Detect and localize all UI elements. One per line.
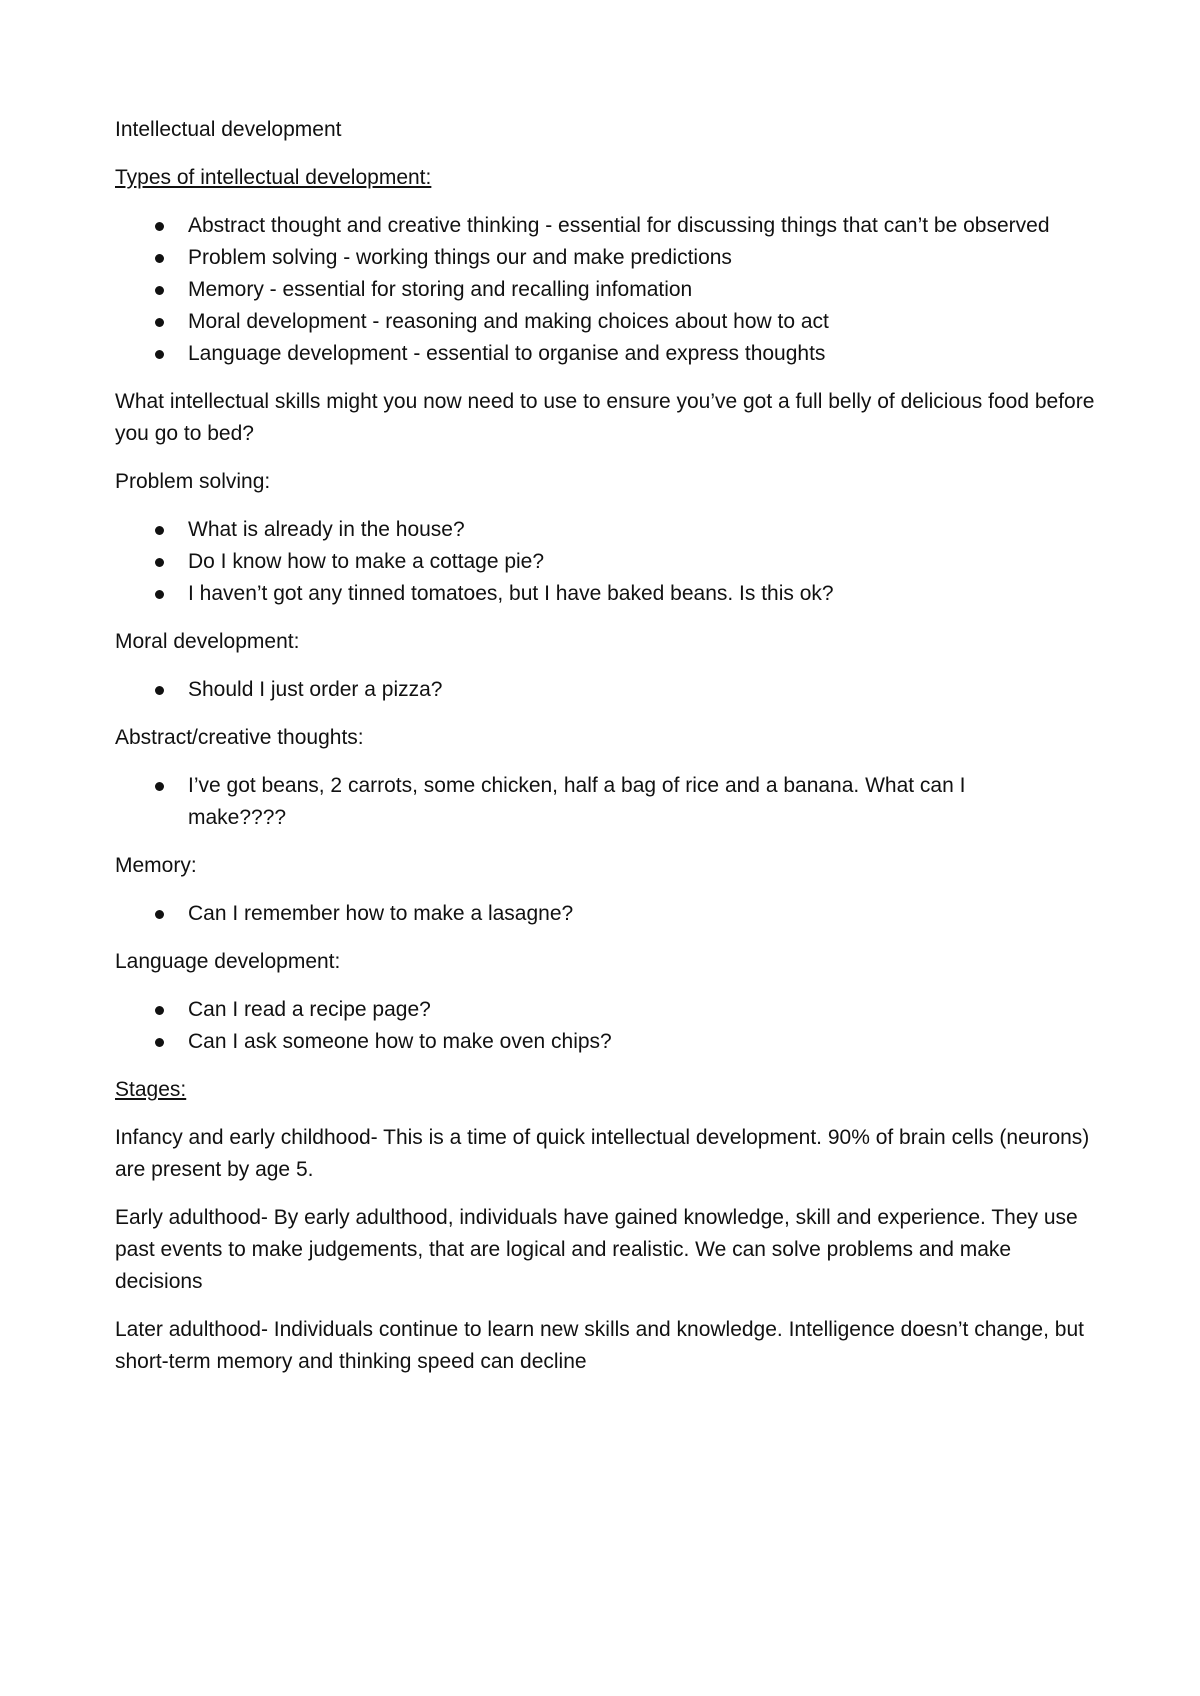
- list-item: I’ve got beans, 2 carrots, some chicken, half a bag of rice and a banana. What can I make????: [115, 770, 1095, 834]
- moral-list: [115, 674, 1095, 706]
- list-item: Should I just order a pizza?: [115, 674, 1095, 706]
- problem-solving-list: [115, 514, 1095, 610]
- list-item: Problem solving - working things our and make predictions: [115, 242, 1095, 274]
- document-body: [115, 114, 1095, 1394]
- list-item: Can I remember how to make a lasagne?: [115, 898, 1095, 930]
- bullet-icon: [155, 782, 164, 791]
- bullet-icon: [155, 286, 164, 295]
- bullet-icon: [155, 558, 164, 567]
- bullet-icon: [155, 526, 164, 535]
- stage-infancy-paragraph: Infancy and early childhood- This is a time of quick intellectual development. 90% of brain cells (neurons) are present by age 5.: [115, 1126, 1090, 1181]
- list-item: Abstract thought and creative thinking - essential for discussing things that can’t be observed: [115, 210, 1095, 242]
- memory-list: [115, 898, 1095, 930]
- bullet-icon: [155, 254, 164, 263]
- list-item: Can I read a recipe page?: [115, 994, 1095, 1026]
- list-item: Do I know how to make a cottage pie?: [115, 546, 1095, 578]
- types-list: [115, 210, 1095, 370]
- list-item: Language development - essential to organise and express thoughts: [115, 338, 1095, 370]
- list-item: I haven’t got any tinned tomatoes, but I have baked beans. Is this ok?: [115, 578, 1095, 610]
- language-heading: Language development:: [115, 950, 341, 973]
- problem-solving-heading: Problem solving:: [115, 470, 271, 493]
- stage-later-adulthood-paragraph: Later adulthood- Individuals continue to learn new skills and knowledge. Intelligence doesn’t change, but short-term memory and thinking speed can decline: [115, 1318, 1084, 1373]
- question-paragraph: What intellectual skills might you now need to use to ensure you’ve got a full belly of delicious food before you go to bed?: [115, 390, 1095, 445]
- list-item: Can I ask someone how to make oven chips?: [115, 1026, 1095, 1058]
- bullet-icon: [155, 1006, 164, 1015]
- list-item: Memory - essential for storing and recalling infomation: [115, 274, 1095, 306]
- moral-heading: Moral development:: [115, 630, 300, 653]
- stages-heading: Stages:: [115, 1078, 187, 1101]
- bullet-icon: [155, 590, 164, 599]
- bullet-icon: [155, 686, 164, 695]
- types-heading: Types of intellectual development:: [115, 166, 432, 189]
- bullet-icon: [155, 318, 164, 327]
- abstract-heading: Abstract/creative thoughts:: [115, 726, 364, 749]
- memory-heading: Memory:: [115, 854, 197, 877]
- list-item: Moral development - reasoning and making choices about how to act: [115, 306, 1095, 338]
- document-title: Intellectual development: [115, 118, 342, 141]
- bullet-icon: [155, 222, 164, 231]
- bullet-icon: [155, 1038, 164, 1047]
- abstract-list: [115, 770, 1095, 834]
- stage-early-adulthood-paragraph: Early adulthood- By early adulthood, individuals have gained knowledge, skill and experience. They use past events to make judgements, that are logical and realistic. We can solve problems and make decisions: [115, 1206, 1078, 1293]
- language-list: [115, 994, 1095, 1058]
- list-item: What is already in the house?: [115, 514, 1095, 546]
- bullet-icon: [155, 350, 164, 359]
- bullet-icon: [155, 910, 164, 919]
